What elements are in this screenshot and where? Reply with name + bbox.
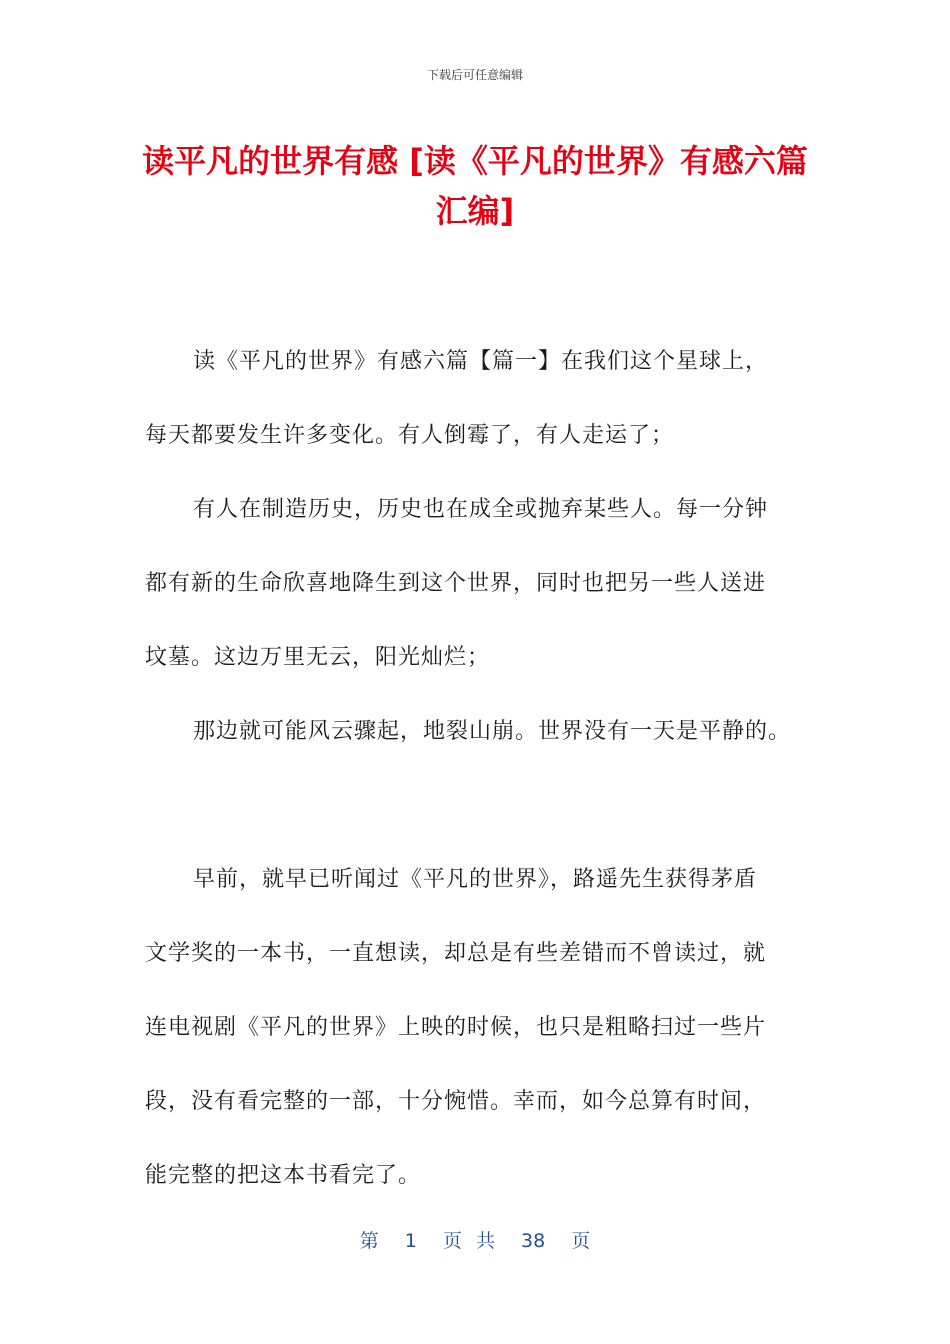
paragraph-line: 读《平凡的世界》有感六篇【篇一】在我们这个星球上， <box>193 349 769 374</box>
header-note: 下载后可任意编辑 <box>426 68 523 82</box>
paragraph-line: 每天都要发生许多变化。有人倒霉了，有人走运了； <box>145 423 675 448</box>
footer-middle: 页 共 <box>442 1230 495 1252</box>
paragraph-line: 段，没有看完整的一部，十分惋惜。幸而，如今总算有时间， <box>145 1089 767 1114</box>
document-title: 读平凡的世界有感 [读《平凡的世界》有感六篇汇编] <box>142 142 808 230</box>
paragraph-line: 连电视剧《平凡的世界》上映的时候，也只是粗略扫过一些片 <box>145 1015 767 1040</box>
paragraph-line: 那边就可能风云骤起，地裂山崩。世界没有一天是平静的。 <box>193 719 792 744</box>
footer-suffix: 页 <box>571 1230 591 1252</box>
paragraph-line: 坟墓。这边万里无云，阳光灿烂； <box>145 645 491 670</box>
paragraph-gap <box>145 769 805 843</box>
document-body <box>145 325 805 1213</box>
total-pages-number: 38 <box>521 1230 546 1252</box>
paragraph-line: 早前，就早已听闻过《平凡的世界》，路遥先生获得茅盾 <box>193 867 758 892</box>
page-footer <box>0 1226 950 1253</box>
footer-prefix: 第 <box>359 1230 379 1252</box>
paragraph-line: 文学奖的一本书，一直想读，却总是有些差错而不曾读过，就 <box>145 941 767 966</box>
paragraph-line: 能完整的把这本书看完了。 <box>145 1163 422 1188</box>
current-page-number: 1 <box>404 1230 417 1252</box>
paragraph-line: 都有新的生命欣喜地降生到这个世界，同时也把另一些人送进 <box>145 571 767 596</box>
paragraph-line: 有人在制造历史，历史也在成全或抛弃某些人。每一分钟 <box>193 497 769 522</box>
